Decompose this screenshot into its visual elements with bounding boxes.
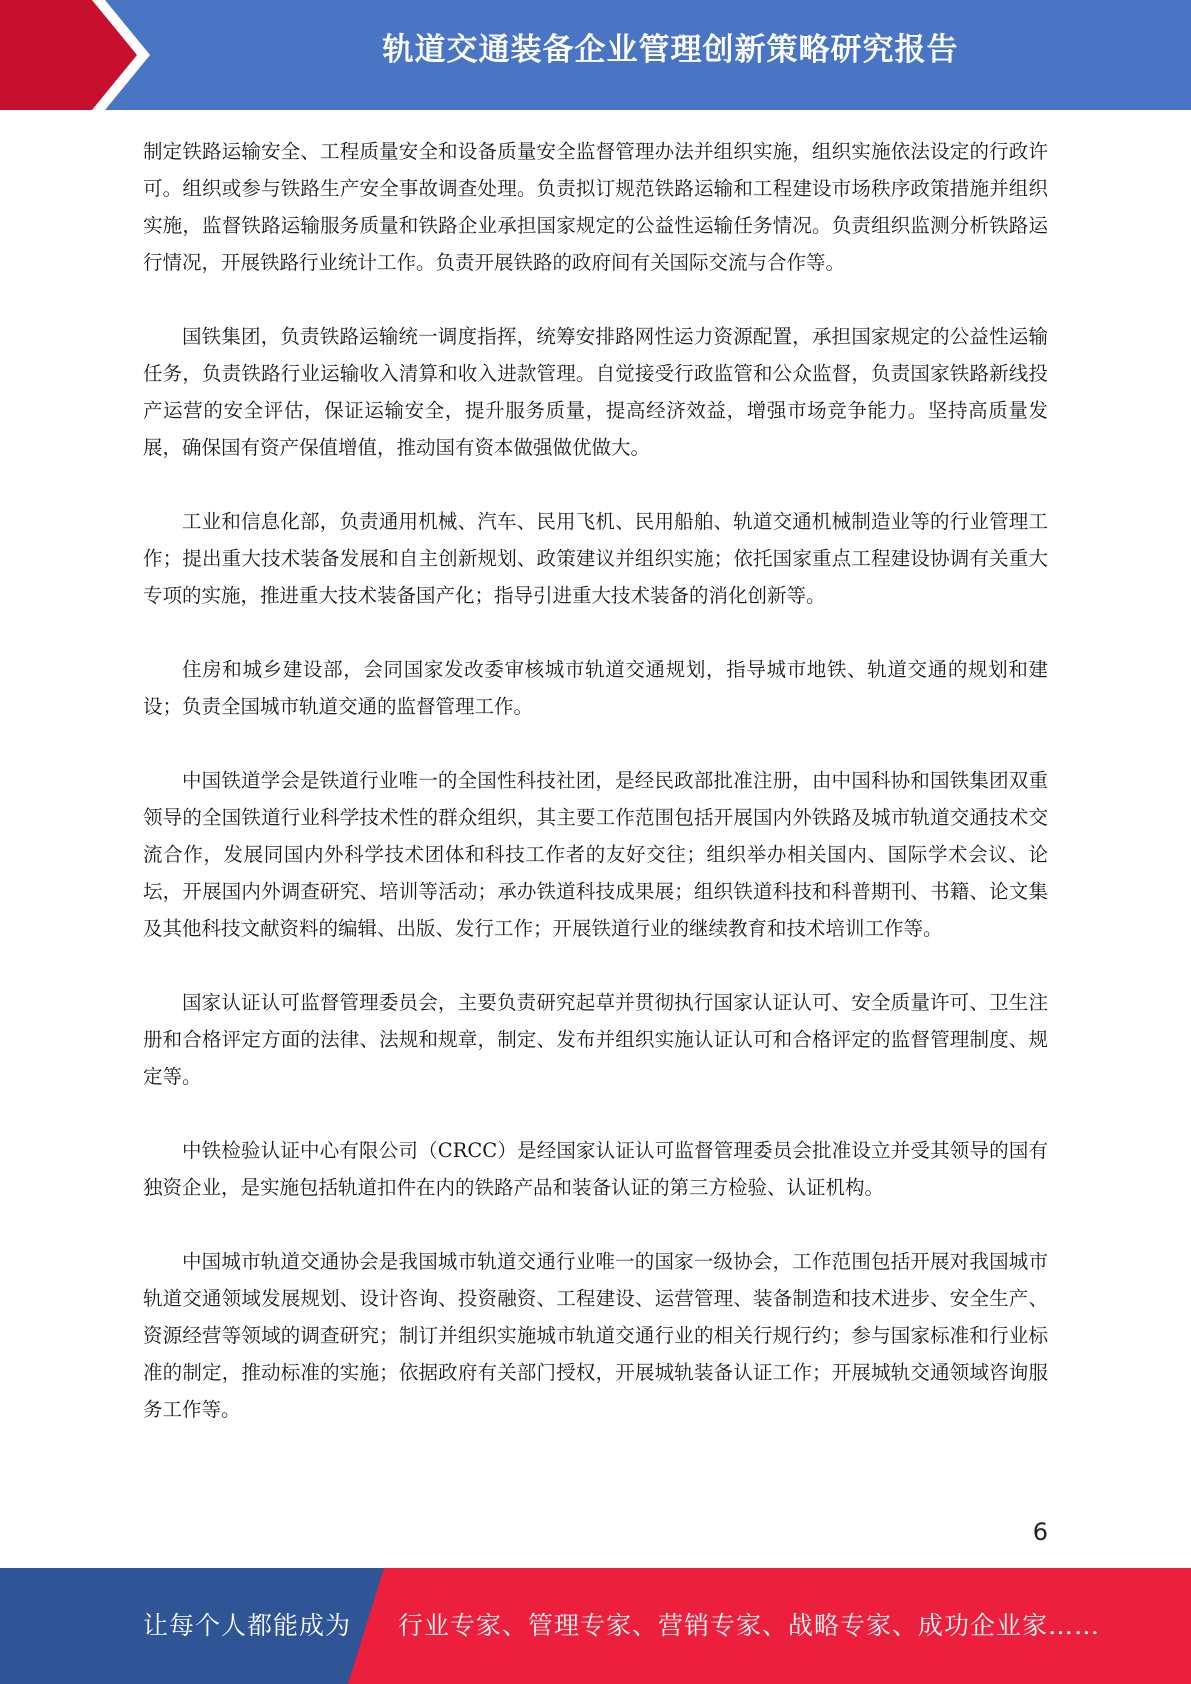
paragraph: 中国城市轨道交通协会是我国城市轨道交通行业唯一的国家一级协会，工作范围包括开展对我国城市轨道交通领域发展规划、设计咨询、投资融资、工程建设、运营管理、装备制造和技术进步、安全生产、资源经营等领域的调查研究；制订并组织实施城市轨道交通行业的相关行规行约；参与国家标准和行业标准的制定，推动标准的实施；依据政府有关部门授权，开展城轨装备认证工作；开展城轨交通领域咨询服务工作等。 <box>143 1250 1048 1421</box>
paragraph: 住房和城乡建设部，会同国家发改委审核城市轨道交通规划，指导城市地铁、轨道交通的规划和建设；负责全国城市轨道交通的监督管理工作。 <box>143 658 1048 718</box>
document-title: 轨道交通装备企业管理创新策略研究报告 <box>382 32 959 68</box>
document-body <box>143 133 1048 1465</box>
paragraph: 国家认证认可监督管理委员会，主要负责研究起草并贯彻执行国家认证认可、安全质量许可、卫生注册和合格评定方面的法律、法规和规章，制定、发布并组织实施认证认可和合格评定的监督管理制度、规定等。 <box>143 991 1048 1088</box>
footer-slogan-left: 让每个人都能成为 <box>143 1611 352 1640</box>
paragraph: 工业和信息化部，负责通用机械、汽车、民用飞机、民用船舶、轨道交通机械制造业等的行业管理工作；提出重大技术装备发展和自主创新规划、政策建议并组织实施；依托国家重点工程建设协调有关重大专项的实施，推进重大技术装备国产化；指导引进重大技术装备的消化创新等。 <box>143 510 1048 607</box>
paragraph: 中铁检验认证中心有限公司（CRCC）是经国家认证认可监督管理委员会批准设立并受其领导的国有独资企业，是实施包括轨道扣件在内的铁路产品和装备认证的第三方检验、认证机构。 <box>143 1139 1048 1199</box>
header-band <box>0 0 1191 110</box>
paragraph: 中国铁道学会是铁道行业唯一的全国性科技社团，是经民政部批准注册，由中国科协和国铁集团双重领导的全国铁道行业科学技术性的群众组织，其主要工作范围包括开展国内外铁路及城市轨道交通技术交流合作，发展同国内外科学技术团体和科技工作者的友好交往；组织举办相关国内、国际学术会议、论坛，开展国内外调查研究、培训等活动；承办铁道科技成果展；组织铁道科技和科普期刊、书籍、论文集及其他科技文献资料的编辑、出版、发行工作；开展铁道行业的继续教育和技术培训工作等。 <box>143 769 1048 940</box>
footer-band <box>0 1568 1191 1684</box>
paragraph: 制定铁路运输安全、工程质量安全和设备质量安全监督管理办法并组织实施，组织实施依法设定的行政许可。组织或参与铁路生产安全事故调查处理。负责拟订规范铁路运输和工程建设市场秩序政策措施并组织实施，监督铁路运输服务质量和铁路企业承担国家规定的公益性运输任务情况。负责组织监测分析铁路运行情况，开展铁路行业统计工作。负责开展铁路的政府间有关国际交流与合作等。 <box>143 140 1048 274</box>
page-number: 6 <box>1032 1518 1048 1546</box>
header-chevron-decoration <box>0 0 170 110</box>
paragraph: 国铁集团，负责铁路运输统一调度指挥，统筹安排路网性运力资源配置，承担国家规定的公益性运输任务，负责铁路行业运输收入清算和收入进款管理。自觉接受行政监管和公众监督，负责国家铁路新线投产运营的安全评估，保证运输安全，提升服务质量，提高经济效益，增强市场竞争能力。坚持高质量发展，确保国有资产保值增值，推动国有资本做强做优做大。 <box>143 325 1048 459</box>
footer-slogan-right: 行业专家、管理专家、营销专家、战略专家、成功企业家…… <box>398 1611 1101 1640</box>
